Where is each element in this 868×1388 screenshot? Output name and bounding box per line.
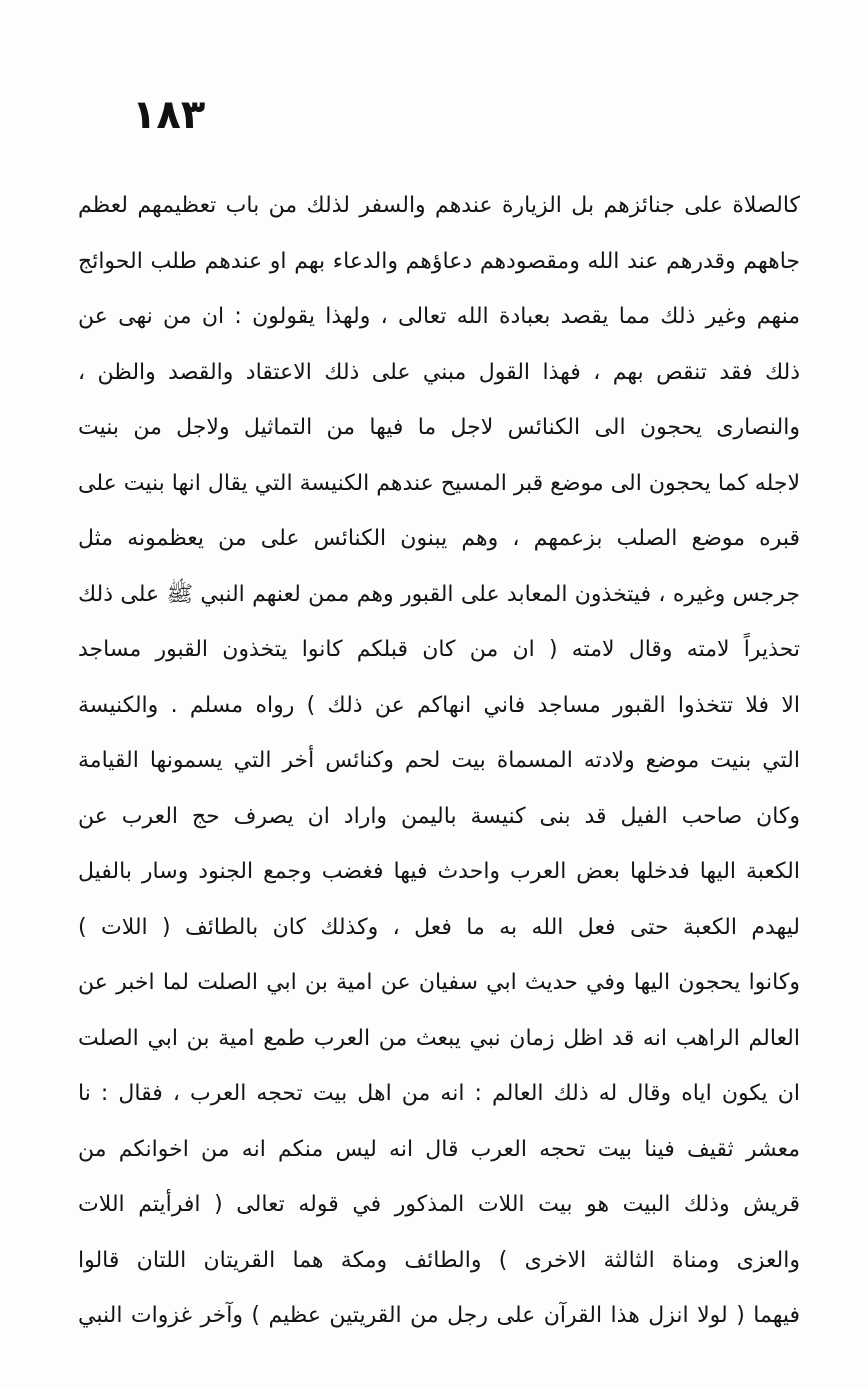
text-line: الكعبة اليها فدخلها بعض العرب واحدث فيها فغضب وجمع الجنود وسار بالفيل bbox=[78, 859, 800, 884]
text-line: معشر ثقيف فينا بيت تحجه العرب قال انه ليس منكم انه من اخوانكم من bbox=[78, 1136, 800, 1162]
text-line: قريش وذلك البيت هو بيت اللات المذكور في قوله تعالى ( افرأيتم اللات bbox=[78, 1192, 800, 1217]
text-line: منهم وغير ذلك مما يقصد بعبادة الله تعالى ، ولهذا يقولون : ان من نهى عن bbox=[78, 304, 800, 329]
text-line: وكانوا يحجون اليها وفي حديث ابي سفيان عن امية بن ابي الصلت لما اخبر عن bbox=[78, 970, 800, 995]
text-line: قبره موضع الصلب بزعمهم ، وهم يبنون الكنائس على من يعظمونه مثل bbox=[78, 526, 800, 551]
text-line: وكان صاحب الفيل قد بنى كنيسة باليمن واراد ان يصرف حج العرب عن bbox=[78, 803, 800, 829]
text-line: فيهما ( لولا انزل هذا القرآن على رجل من القريتين عظيم ) وآخر غزوات النبي bbox=[78, 1303, 800, 1328]
text-line: لاجله كما يحجون الى موضع قبر المسيح عندهم الكنيسة التي يقال انها بنيت على bbox=[78, 470, 800, 496]
text-line: العالم الراهب انه قد اظل زمان نبي يبعث من العرب طمع امية بن ابي الصلت bbox=[78, 1025, 800, 1051]
page-text-body bbox=[78, 178, 800, 1344]
text-line: جرجس وغيره ، فيتخذون المعابد على القبور وهم ممن لعنهم النبي ﷺ على ذلك bbox=[78, 581, 800, 607]
text-line: والنصارى يحجون الى الكنائس لاجل ما فيها من التماثيل ولاجل من بنيت bbox=[78, 415, 800, 440]
text-line: ليهدم الكعبة حتى فعل الله به ما فعل ، وكذلك كان بالطائف ( اللات ) bbox=[78, 914, 800, 940]
text-line: جاههم وقدرهم عند الله ومقصودهم دعاؤهم والدعاء بهم او عندهم طلب الحوائج bbox=[78, 248, 800, 274]
text-line: تحذيراً لامته وقال لامته ( ان من كان قبلكم كانوا يتخذون القبور مساجد bbox=[78, 637, 800, 662]
page-number: ١٨٣ bbox=[132, 92, 206, 138]
text-line: والعزى ومناة الثالثة الاخرى ) والطائف ومكة هما القريتان اللتان قالوا bbox=[78, 1247, 800, 1273]
text-line: ان يكون اياه وقال له ذلك العالم : انه من اهل بيت تحجه العرب ، فقال : نا bbox=[78, 1081, 800, 1106]
text-line: الا فلا تتخذوا القبور مساجد فاني انهاكم عن ذلك ) رواه مسلم . والكنيسة bbox=[78, 692, 800, 718]
text-line: كالصلاة على جنائزهم بل الزيارة عندهم والسفر لذلك من باب تعظيمهم لعظم bbox=[78, 193, 800, 218]
text-line: ذلك فقد تنقص بهم ، فهذا القول مبني على ذلك الاعتقاد والقصد والظن ، bbox=[78, 359, 800, 385]
text-line: التي بنيت موضع ولادته المسماة بيت لحم وكنائس أخر التي يسمونها القيامة bbox=[78, 748, 800, 773]
